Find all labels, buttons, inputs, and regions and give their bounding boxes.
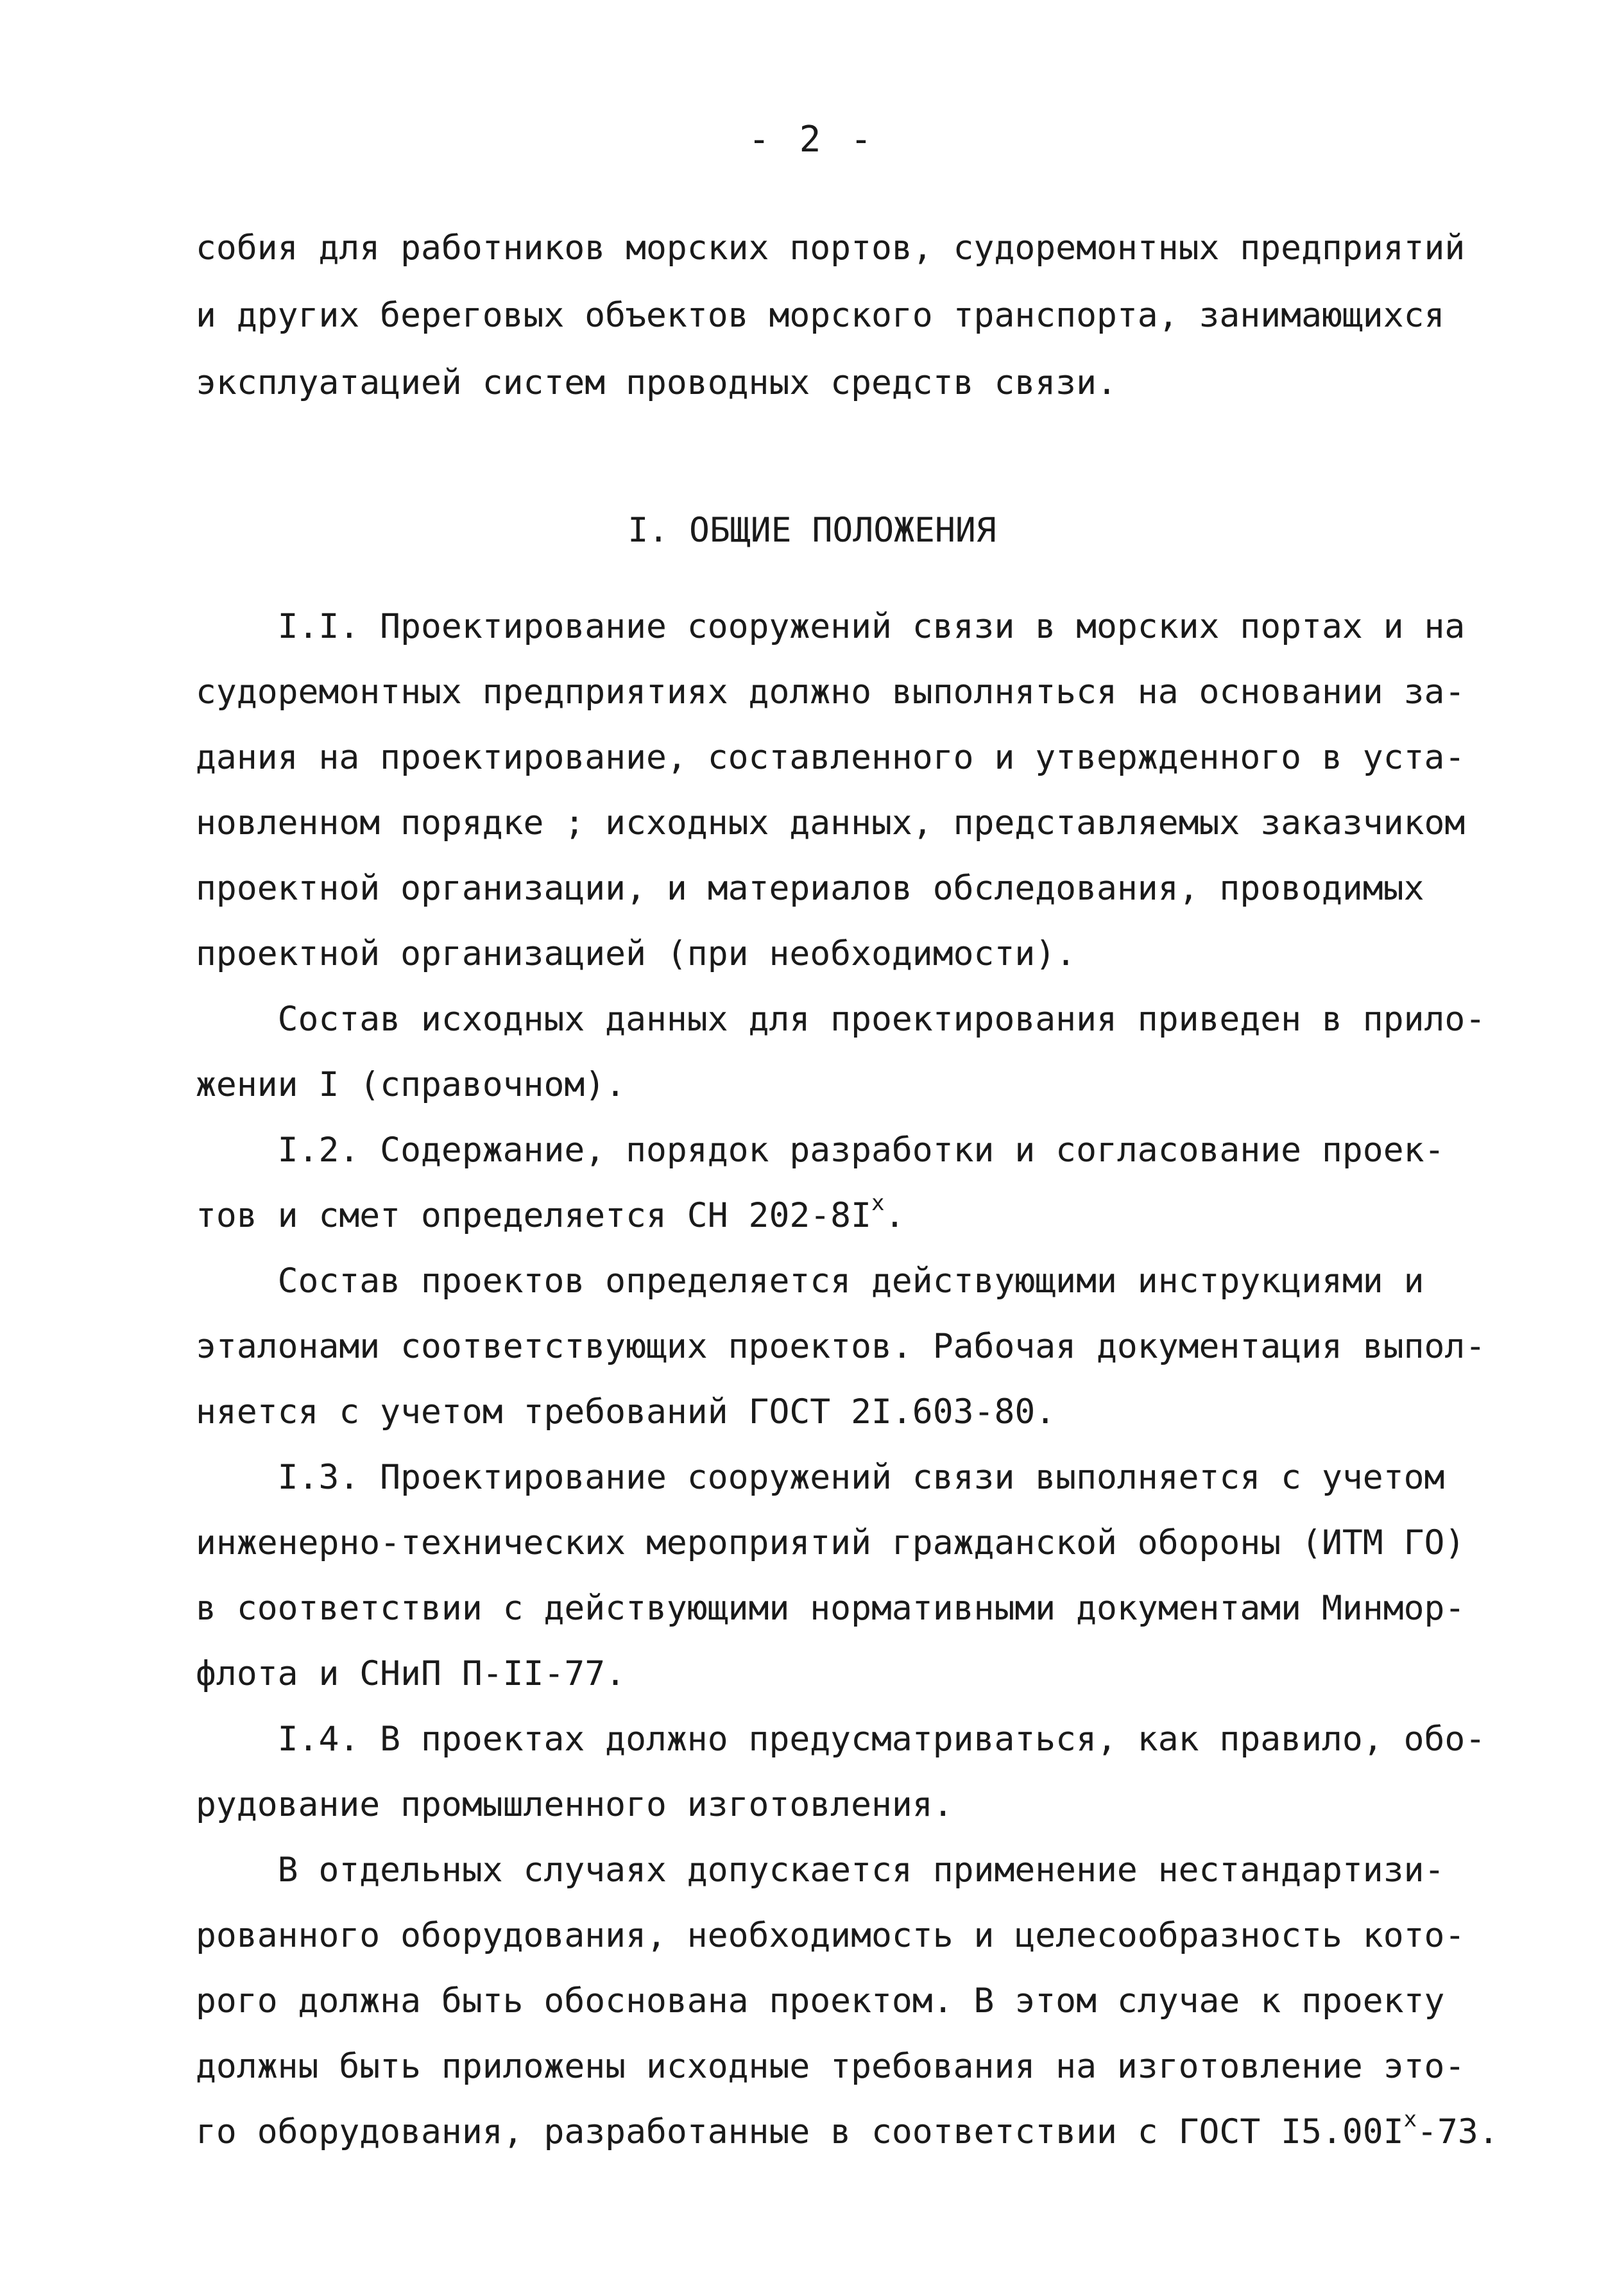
body-line: в соответствии с действующими нормативными документами Минмор- — [196, 1589, 1466, 1628]
body-line: рого должна быть обоснована проектом. В этом случае к проекту — [196, 1981, 1445, 2021]
intro-line-3: эксплуатацией систем проводных средств связи. — [196, 363, 1117, 402]
line-suffix: -73. — [1417, 2112, 1499, 2151]
body-line: дания на проектирование, составленного и утвержденного в уста- — [196, 738, 1466, 777]
body-line-text: тов и смет определяется СН 202-8I — [196, 1196, 871, 1235]
section-heading: I. ОБЩИЕ ПОЛОЖЕНИЯ — [628, 511, 996, 550]
body-line: эталонами соответствующих проектов. Рабочая документация выпол- — [196, 1327, 1486, 1366]
body-line: инженерно-технических мероприятий гражданской обороны (ИТМ ГО) — [196, 1523, 1466, 1562]
body-line: В отдельных случаях допускается применение нестандартизи- — [196, 1851, 1445, 1890]
superscript-x: x — [871, 1190, 885, 1216]
body-line: няется с учетом требований ГОСТ 2I.603-80. — [196, 1392, 1056, 1432]
body-line-sn — [196, 1190, 905, 1235]
body-line: проектной организацией (при необходимости). — [196, 934, 1077, 973]
intro-line-1: собия для работников морских портов, судоремонтных предприятий — [196, 228, 1466, 268]
body-line: Состав исходных данных для проектирования приведен в прило- — [196, 1000, 1486, 1039]
body-line: Состав проектов определяется действующими инструкциями и — [196, 1261, 1424, 1301]
body-line: I.4. В проектах должно предусматриваться, как правило, обо- — [196, 1720, 1486, 1759]
body-line-text: го оборудования, разработанные в соответствии с ГОСТ I5.00I — [196, 2112, 1404, 2151]
intro-line-2: и других береговых объектов морского транспорта, занимающихся — [196, 296, 1445, 335]
page-number: - 2 - — [748, 119, 876, 160]
superscript-x: x — [1403, 2107, 1417, 2132]
body-line: рованного оборудования, необходимость и целесообразность кото- — [196, 1916, 1466, 1955]
body-line: I.3. Проектирование сооружений связи выполняется с учетом — [196, 1458, 1445, 1497]
body-line: судоремонтных предприятиях должно выполняться на основании за- — [196, 672, 1466, 712]
body-line-gost — [196, 2107, 1499, 2151]
line-suffix: . — [884, 1196, 905, 1235]
body-line: I.I. Проектирование сооружений связи в морских портах и на — [196, 607, 1466, 646]
body-line: флота и СНиП П-II-77. — [196, 1654, 626, 1693]
body-line: рудование промышленного изготовления. — [196, 1785, 953, 1824]
body-line: новленном порядке ; исходных данных, представляемых заказчиком — [196, 803, 1466, 842]
body-line: жении I (справочном). — [196, 1065, 626, 1104]
body-line: I.2. Содержание, порядок разработки и согласование проек- — [196, 1131, 1445, 1170]
body-line: должны быть приложены исходные требования на изготовление это- — [196, 2047, 1466, 2086]
body-line: проектной организации, и материалов обследования, проводимых — [196, 869, 1424, 908]
